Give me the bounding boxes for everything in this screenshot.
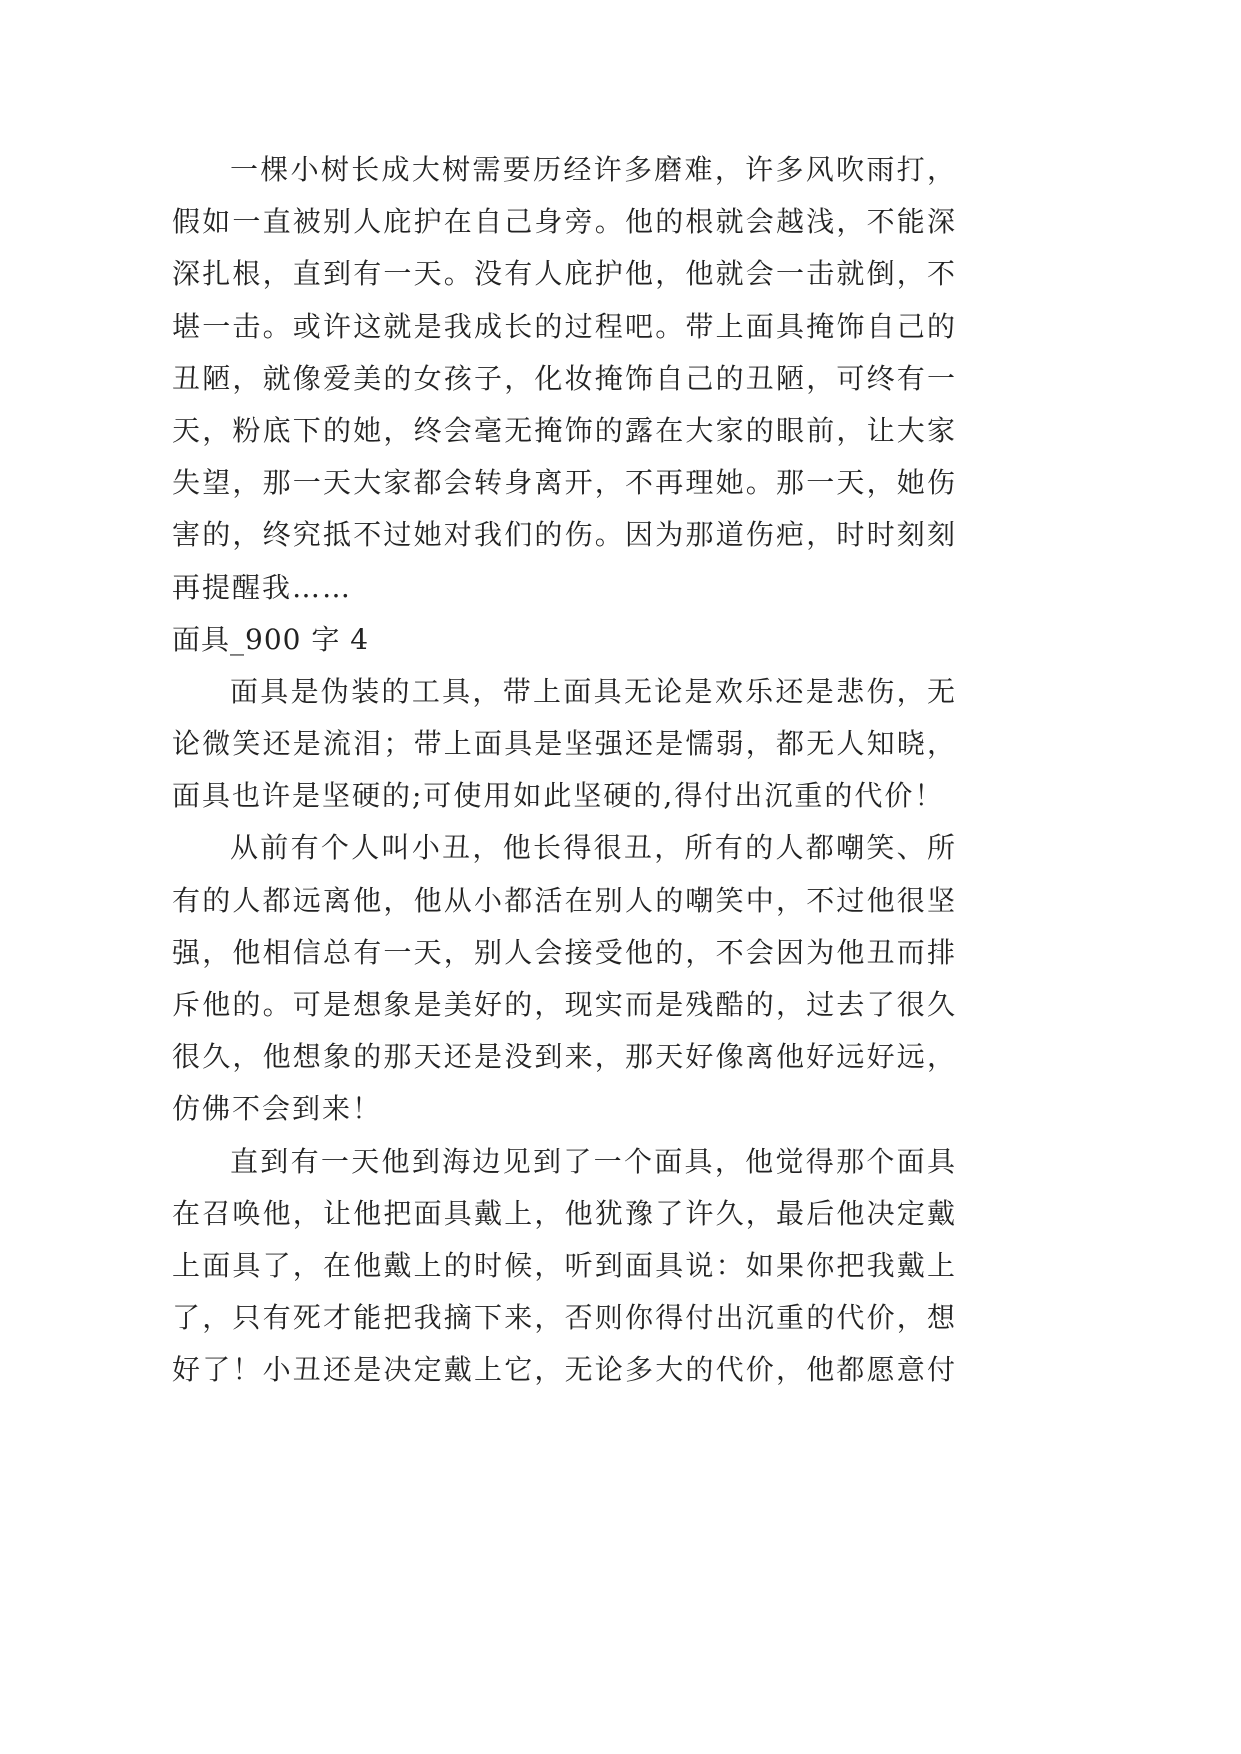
section-title: 面具_900 字 4: [172, 622, 370, 656]
text-line: 在召唤他，让他把面具戴上，他犹豫了许久，最后他决定戴: [172, 1196, 957, 1230]
text-line: 有的人都远离他，他从小都活在别人的嘲笑中，不过他很坚: [172, 883, 957, 917]
document-body: [172, 144, 972, 1397]
text-line: 天，粉底下的她，终会毫无掩饰的露在大家的眼前，让大家: [172, 413, 957, 447]
text-line: 堪一击。或许这就是我成长的过程吧。带上面具掩饰自己的: [172, 309, 957, 343]
text-line: 面具也许是坚硬的;可使用如此坚硬的,得付出沉重的代价！: [172, 779, 945, 813]
paragraph-1: [172, 144, 972, 614]
text-line: 上面具了，在他戴上的时候，听到面具说：如果你把我戴上: [172, 1248, 957, 1282]
text-line: 从前有个人叫小丑，他长得很丑，所有的人都嘲笑、所: [230, 831, 957, 865]
paragraph-4: [172, 1136, 972, 1397]
text-line: 面具是伪装的工具，带上面具无论是欢乐还是悲伤，无: [230, 674, 957, 708]
text-line: 深扎根，直到有一天。没有人庇护他，他就会一击就倒，不: [172, 257, 957, 291]
paragraph-2: [172, 666, 972, 823]
text-line: 一棵小树长成大树需要历经许多磨难，许多风吹雨打，: [230, 153, 957, 186]
text-line: 害的，终究抵不过她对我们的伤。因为那道伤疤，时时刻刻: [172, 518, 957, 552]
text-line: 假如一直被别人庇护在自己身旁。他的根就会越浅，不能深: [172, 205, 957, 239]
text-line: 了，只有死才能把我摘下来，否则你得付出沉重的代价，想: [172, 1301, 957, 1335]
text-line: 斥他的。可是想象是美好的，现实而是残酷的，过去了很久: [172, 988, 957, 1021]
text-line: 仿佛不会到来！: [172, 1092, 383, 1126]
text-line: 很久，他想象的那天还是没到来，那天好像离他好远好远，: [172, 1040, 957, 1074]
text-line: 再提醒我……: [172, 570, 353, 604]
paragraph-3: [172, 822, 972, 1135]
text-line: 直到有一天他到海边见到了一个面具，他觉得那个面具: [230, 1144, 957, 1178]
text-line: 好了！小丑还是决定戴上它，无论多大的代价，他都愿意付: [172, 1353, 957, 1387]
text-line: 论微笑还是流泪；带上面具是坚强还是懦弱，都无人知晓，: [172, 727, 957, 761]
text-line: 强，他相信总有一天，别人会接受他的，不会因为他丑而排: [172, 935, 957, 969]
text-line: 失望，那一天大家都会转身离开，不再理她。那一天，她伤: [172, 466, 957, 500]
text-line: 丑陋，就像爱美的女孩子，化妆掩饰自己的丑陋，可终有一: [172, 361, 957, 395]
